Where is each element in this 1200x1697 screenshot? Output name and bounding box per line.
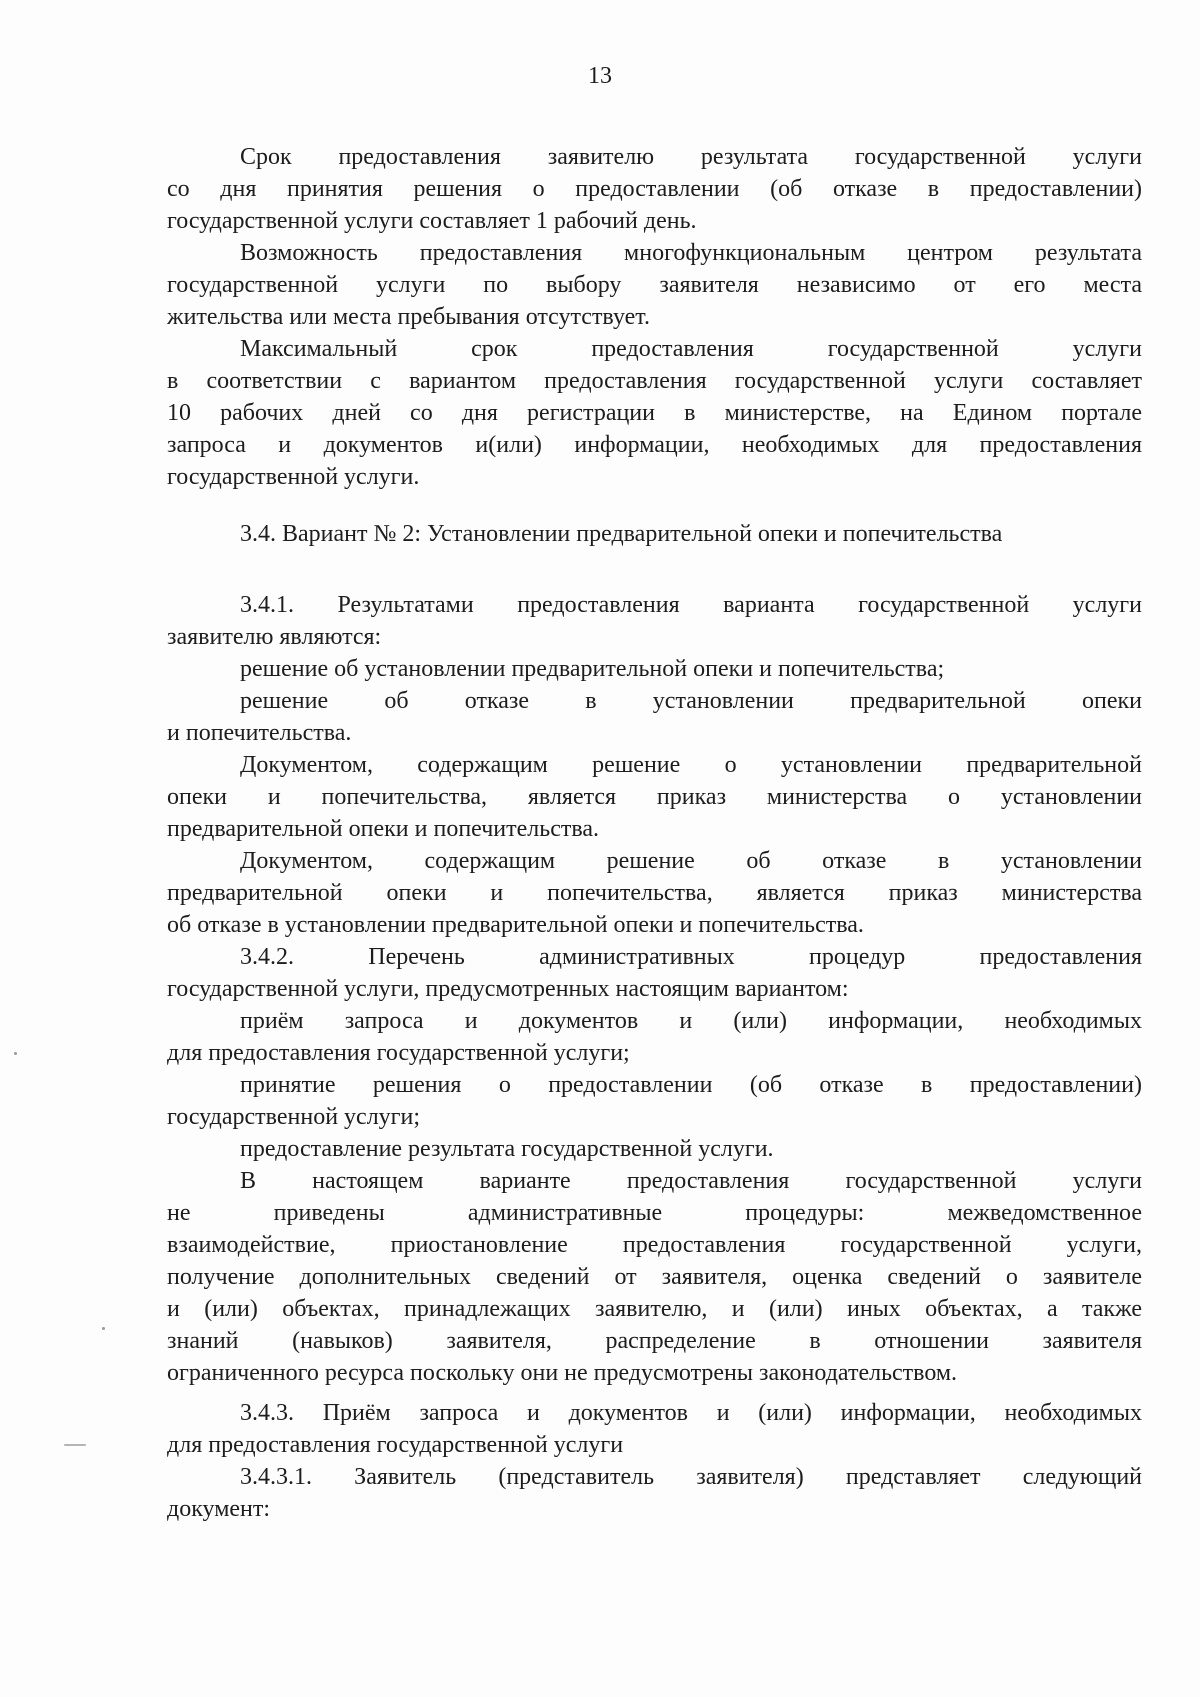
- paragraph: [167, 1165, 1142, 1389]
- paragraph: [167, 685, 1142, 749]
- text-line: запроса и документов и(или) информации, необходимых для предоставления: [167, 432, 1142, 458]
- text-line: 3.4.3.1. Заявитель (представитель заявителя) представляет следующий: [240, 1464, 1142, 1490]
- text-line: получение дополнительных сведений от заявителя, оценка сведений о заявителе: [167, 1264, 1142, 1290]
- paragraph: [167, 653, 1142, 685]
- text-line: и попечительства.: [167, 720, 352, 746]
- paragraph: [167, 1133, 1142, 1165]
- text-line: знаний (навыков) заявителя, распределение в отношении заявителя: [167, 1328, 1142, 1354]
- text-line: Возможность предоставления многофункциональным центром результата: [240, 240, 1142, 266]
- paragraph: [167, 1069, 1142, 1133]
- page-number: 13: [588, 63, 612, 89]
- text-line: Срок предоставления заявителю результата государственной услуги: [240, 144, 1142, 170]
- paragraph: [167, 1005, 1142, 1069]
- paragraph: [167, 1461, 1142, 1525]
- text-line: предварительной опеки и попечительства.: [167, 816, 600, 842]
- paragraph: [167, 941, 1142, 1005]
- paragraph: [167, 333, 1142, 493]
- paragraph: [167, 237, 1142, 333]
- text-line: предварительной опеки и попечительства, является приказ министерства: [167, 880, 1142, 906]
- paragraph: [167, 749, 1142, 845]
- paragraph: [167, 141, 1142, 237]
- text-line: решение об отказе в установлении предварительной опеки: [240, 688, 1142, 714]
- text-line: не приведены административные процедуры: межведомственное: [167, 1200, 1142, 1226]
- text-line: государственной услуги.: [167, 464, 420, 490]
- text-line: для предоставления государственной услуги: [167, 1432, 624, 1458]
- text-line: со дня принятия решения о предоставлении (об отказе в предоставлении): [167, 176, 1142, 202]
- text-line: В настоящем варианте предоставления государственной услуги: [240, 1168, 1142, 1194]
- text-line: в соответствии с вариантом предоставления государственной услуги составляет: [167, 368, 1142, 394]
- text-line: 10 рабочих дней со дня регистрации в министерстве, на Едином портале: [167, 400, 1142, 426]
- scan-speck: [14, 1052, 17, 1055]
- text-line: предоставление результата государственной услуги.: [240, 1136, 774, 1162]
- text-line: заявителю являются:: [167, 624, 382, 650]
- scan-speck: [102, 1327, 105, 1330]
- text-line: 3.4.2. Перечень административных процедур предоставления: [240, 944, 1142, 970]
- text-line: взаимодействие, приостановление предоставления государственной услуги,: [167, 1232, 1142, 1258]
- text-line: государственной услуги по выбору заявителя независимо от его места: [167, 272, 1142, 298]
- paragraph: [167, 845, 1142, 941]
- text-line: принятие решения о предоставлении (об отказе в предоставлении): [240, 1072, 1142, 1098]
- paragraph: [167, 589, 1142, 653]
- text-line: и (или) объектах, принадлежащих заявителю, и (или) иных объектах, а также: [167, 1296, 1142, 1322]
- text-line: решение об установлении предварительной опеки и попечительства;: [240, 656, 945, 682]
- text-line: 3.4.3. Приём запроса и документов и (или) информации, необходимых: [240, 1400, 1142, 1426]
- section-heading: 3.4. Вариант № 2: Установлении предварительной опеки и попечительства: [240, 521, 1003, 547]
- text-line: Документом, содержащим решение об отказе в установлении: [240, 848, 1142, 874]
- text-line: Документом, содержащим решение о установлении предварительной: [240, 752, 1142, 778]
- text-line: опеки и попечительства, является приказ министерства о установлении: [167, 784, 1142, 810]
- text-line: государственной услуги, предусмотренных настоящим вариантом:: [167, 976, 849, 1002]
- text-line: ограниченного ресурса поскольку они не предусмотрены законодательством.: [167, 1360, 958, 1386]
- paragraph: [167, 1397, 1142, 1461]
- text-line: государственной услуги составляет 1 рабочий день.: [167, 208, 697, 234]
- text-line: государственной услуги;: [167, 1104, 421, 1130]
- text-line: для предоставления государственной услуги;: [167, 1040, 630, 1066]
- text-line: документ:: [167, 1496, 271, 1522]
- scan-speck: [64, 1444, 86, 1446]
- text-line: Максимальный срок предоставления государственной услуги: [240, 336, 1142, 362]
- text-line: об отказе в установлении предварительной опеки и попечительства.: [167, 912, 864, 938]
- text-line: приём запроса и документов и (или) информации, необходимых: [240, 1008, 1142, 1034]
- text-line: жительства или места пребывания отсутствует.: [167, 304, 650, 330]
- text-line: 3.4.1. Результатами предоставления варианта государственной услуги: [240, 592, 1142, 618]
